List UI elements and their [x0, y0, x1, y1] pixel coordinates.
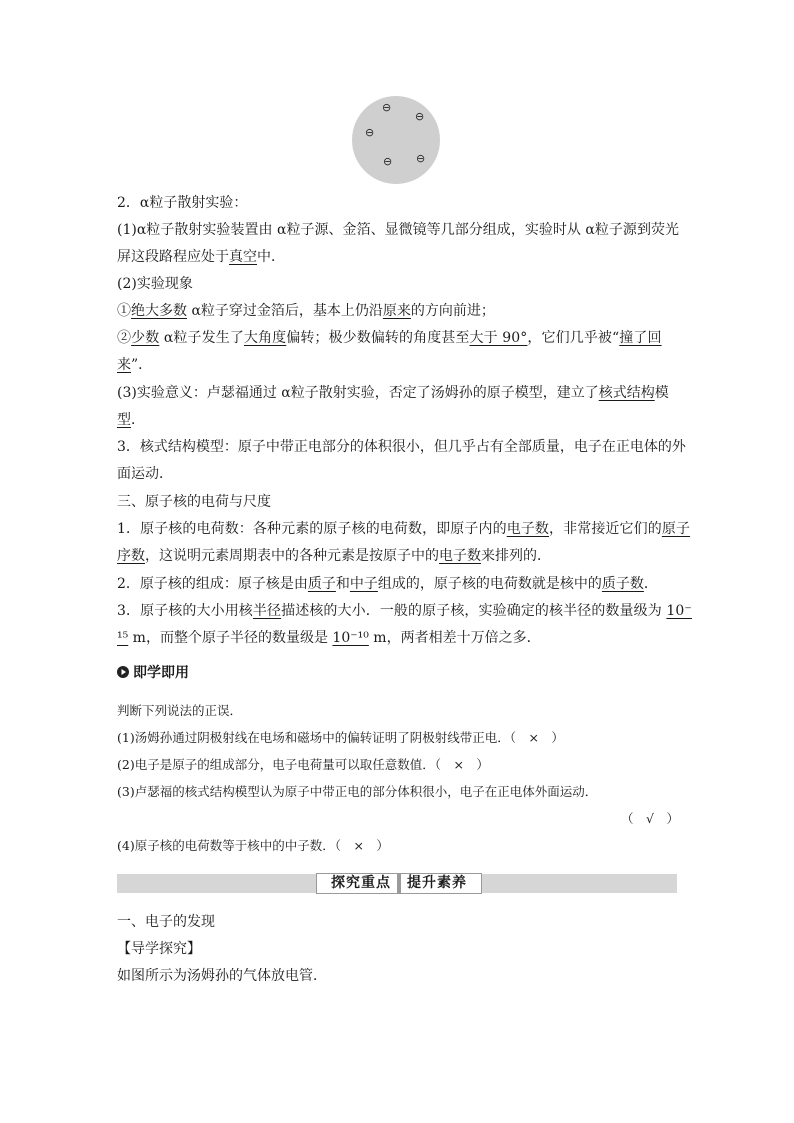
paragraph-line: 3．核式结构模型：原子中带正电部分的体积很小，但几乎占有全部质量，电子在正电体的外 [117, 439, 686, 455]
play-icon [117, 666, 129, 678]
paragraph-line: 屏这段路程应处于真空中． [117, 249, 285, 265]
paragraph-line: 序数，这说明元素周期表中的各种元素是按原子中的电子数来排列的． [117, 548, 551, 564]
paragraph-line: 3．原子核的大小用核半径描述核的大小．一般的原子核，实验确定的核半径的数量级为 10⁻ [117, 603, 692, 619]
electron-symbol: ⊖ [416, 152, 426, 165]
banner-left: 探究重点 [331, 875, 391, 891]
paragraph-line: (3)实验意义：卢瑟福通过 α粒子散射实验，否定了汤姆孙的原子模型，建立了核式结构模 [117, 385, 669, 401]
subheading: 【导学探究】 [117, 941, 201, 957]
paragraph-line: ②少数 α粒子发生了大角度偏转；极少数偏转的角度甚至大于 90°，它们几乎被“撞了回 [117, 330, 662, 346]
section-title: 2．α粒子散射实验： [117, 195, 248, 211]
electron-symbol: ⊖ [382, 101, 392, 114]
section-heading: 三、原子核的电荷与尺度 [117, 494, 271, 510]
quiz-answer: （ √ ） [621, 811, 679, 826]
banner-right: 提升素养 [407, 875, 467, 891]
electron-symbol: ⊖ [365, 126, 375, 139]
paragraph-line: ①绝大多数 α粒子穿过金箔后，基本上仍沿原来的方向前进； [117, 303, 495, 319]
paragraph-line: ¹⁵ m，而整个原子半径的数量级是 10⁻¹⁰ m，两者相差十万倍之多． [117, 630, 541, 646]
paragraph-line: 面运动． [117, 466, 173, 482]
quiz-item: (3)卢瑟福的核式结构模型认为原子中带正电的部分体积很小，电子在正电体外面运动． [117, 784, 598, 799]
thomson-model-figure [352, 96, 440, 184]
paragraph-line: (1)α粒子散射实验装置由 α粒子源、金箔、显微镜等几部分组成，实验时从 α粒子源到荧光 [117, 222, 679, 238]
paragraph-line: 2．原子核的组成：原子核是由质子和中子组成的，原子核的电荷数就是核中的质子数． [117, 576, 658, 592]
section-banner [316, 873, 482, 894]
paragraph-line: (2)实验现象 [117, 276, 193, 292]
electron-symbol: ⊖ [383, 155, 393, 168]
electron-symbol: ⊖ [415, 110, 425, 123]
paragraph-line: 1．原子核的电荷数：各种元素的原子核的电荷数，即原子内的电子数，非常接近它们的原子 [117, 521, 691, 537]
quiz-item: (2)电子是原子的组成部分，电子电荷量可以取任意数值．（ × ） [117, 757, 489, 772]
section-heading: 一、电子的发现 [117, 914, 215, 930]
paragraph-line: 型． [117, 412, 145, 428]
quiz-intro: 判断下列说法的正误． [117, 703, 243, 718]
banner-divider [397, 874, 401, 893]
quiz-item: (1)汤姆孙通过阴极射线在电场和磁场中的偏转证明了阴极射线带正电．（ × ） [117, 730, 564, 745]
paragraph-line: 来”． [117, 357, 153, 373]
paragraph-line: 如图所示为汤姆孙的气体放电管． [117, 968, 327, 984]
quiz-item: (4)原子核的电荷数等于核中的中子数．（ × ） [117, 838, 389, 853]
quiz-header: 即学即用 [117, 663, 189, 683]
